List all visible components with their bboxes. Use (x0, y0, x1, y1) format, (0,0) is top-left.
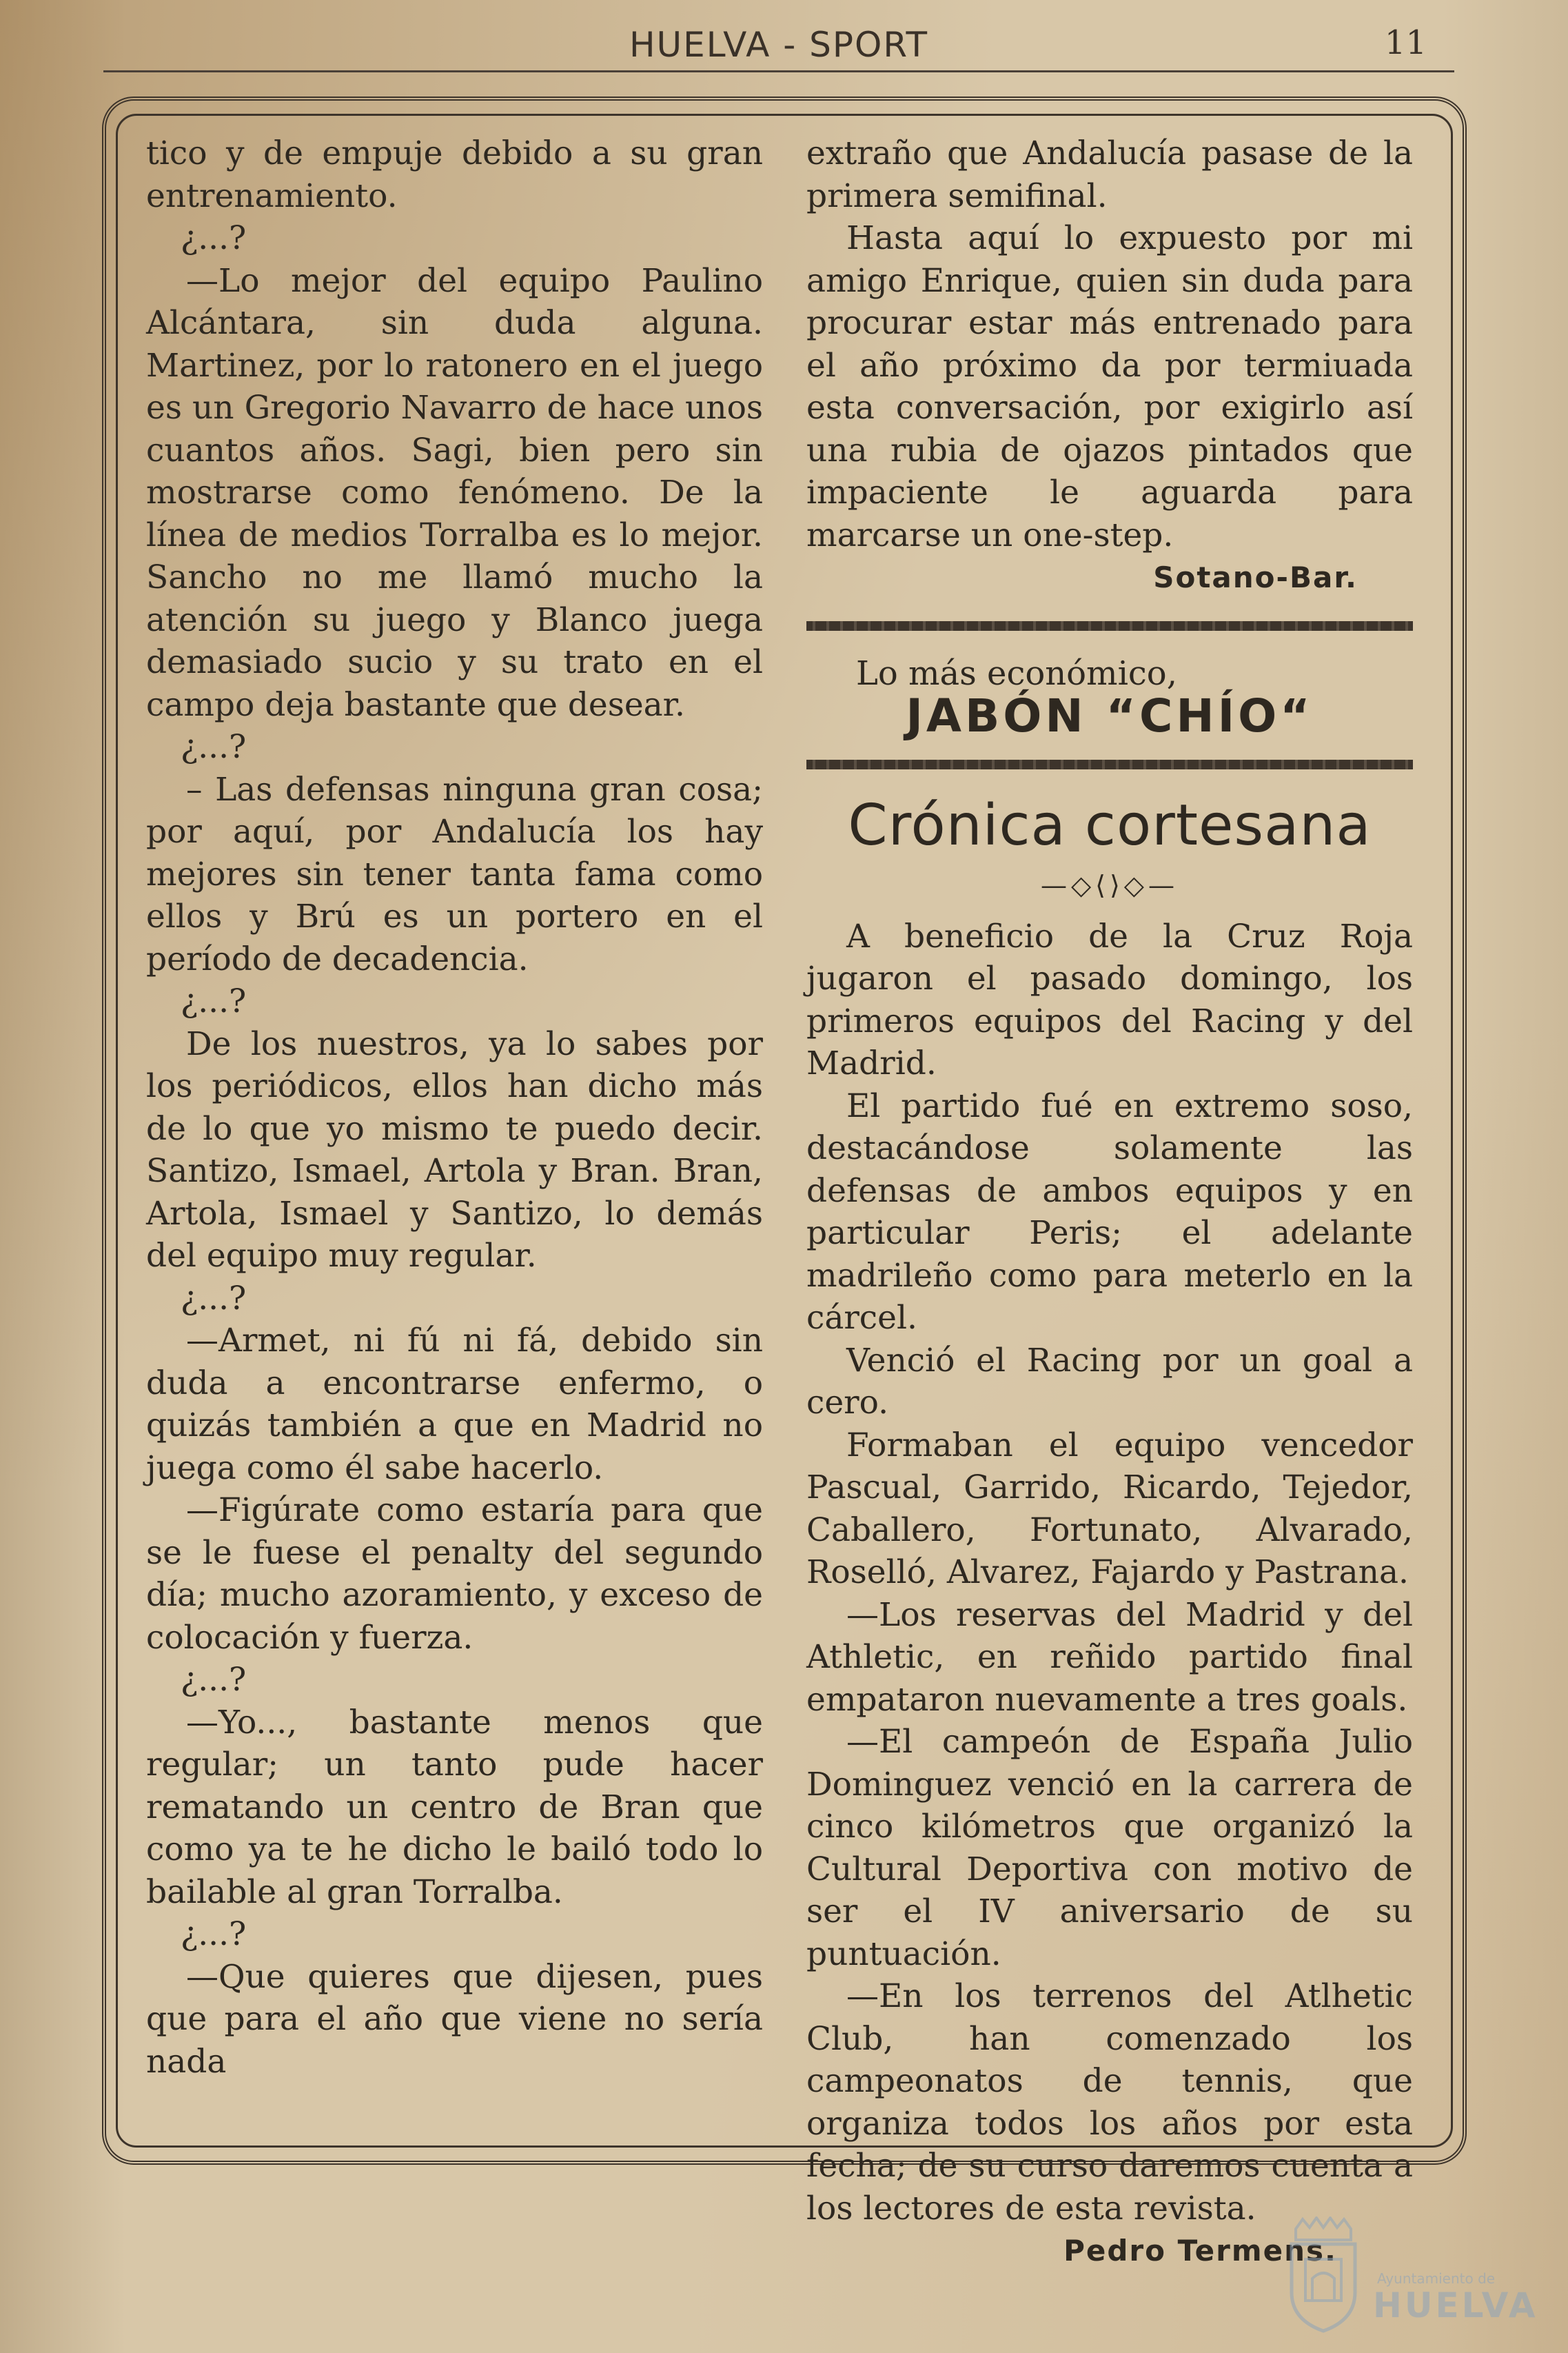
paragraph: —En los terrenos del Atlhetic Club, han comenzado los campeonatos de tennis, que organiza todos los años por esta fecha; de su curso daremos cuenta a los lectores de esta revista. (806, 1977, 1413, 2228)
paragraph: A beneficio de la Cruz Roja jugaron el pasado domingo, los primeros equipos del Racing y del Madrid. (806, 917, 1413, 1082)
ad-brand-name: JABÓN “CHÍO“ (906, 689, 1314, 743)
paragraph: Hasta aquí lo expuesto por mi amigo Enrique, quien sin duda para procurar estar más entrenado para el año próximo da por termiuada esta conversación, por exigirlo así una rubia de ojazos pintados que impaciente le aguarda para marcarse un one-step. (806, 219, 1413, 554)
right-column (806, 132, 1413, 2272)
page-number: 11 (1384, 23, 1427, 62)
city-crest-icon (1282, 2216, 1365, 2334)
paragraph: Venció el Racing por un goal a cero. (806, 1341, 1413, 1422)
watermark-stamp (1282, 2216, 1538, 2334)
paragraph: —Que quieres que dijesen, pues que para el año que viene no sería nada (146, 1957, 763, 2081)
divider-rule (806, 621, 1413, 631)
question-marker: ¿...? (181, 728, 247, 766)
left-column (146, 132, 763, 2083)
paragraph: —Figúrate como estaría para que se le fuese el penalty del segundo día; mucho azoramiento, y exceso de colocación y fuerza. (146, 1491, 763, 1657)
paragraph: —El campeón de España Julio Dominguez venció en la carrera de cinco kilómetros que organizó la Cultural Deportiva con motivo de ser el IV aniversario de su puntuación. (806, 1723, 1413, 1973)
divider-rule (806, 760, 1413, 769)
signature-pedro-termens: Pedro Termens. (1063, 2234, 1337, 2268)
section-title: Crónica cortesana (848, 792, 1372, 858)
question-marker: ¿...? (181, 1915, 247, 1953)
question-marker: ¿...? (181, 219, 247, 257)
paragraph: —Los reservas del Madrid y del Athletic, en reñido partido final empataron nuevamente a tres goals. (806, 1595, 1413, 1719)
magazine-title: HUELVA - SPORT (629, 25, 929, 65)
ad-tagline: Lo más económico, (856, 654, 1177, 693)
watermark-subtitle: Ayuntamiento de (1377, 2270, 1496, 2287)
watermark-title: HUELVA (1373, 2285, 1538, 2325)
paragraph: – Las defensas ninguna gran cosa; por aquí, por Andalucía los hay mejores sin tener tanta fama como ellos y Brú es un portero en el período de decadencia. (146, 770, 763, 978)
question-marker: ¿...? (181, 1661, 247, 1699)
paragraph: De los nuestros, ya lo sabes por los periódicos, ellos han dicho más de lo que yo mismo te puedo decir. Santizo, Ismael, Artola y Bran. Bran, Artola, Ismael y Santizo, lo demás del equipo muy regular. (146, 1024, 763, 1275)
paragraph: extraño que Andalucía pasase de la primera semifinal. (806, 134, 1413, 215)
running-header (103, 21, 1454, 72)
ornament-divider: —◇⟨⟩◇— (1040, 869, 1179, 900)
paragraph: tico y de empuje debido a su gran entrenamiento. (146, 134, 763, 215)
paragraph: El partido fué en extremo soso, destacándose solamente las defensas de ambos equipos y en particular Peris; el adelante madrileño como para meterlo en la cárcel. (806, 1087, 1413, 1337)
signature-sotano-bar: Sotano-Bar. (1153, 561, 1358, 594)
paragraph: —Yo..., bastante menos que regular; un tanto pude hacer rematando un centro de Bran que como ya te he dicho le bailó todo lo bailable al gran Torralba. (146, 1703, 763, 1911)
question-marker: ¿...? (181, 982, 247, 1020)
question-marker: ¿...? (181, 1279, 247, 1317)
paragraph: Formaban el equipo vencedor Pascual, Garrido, Ricardo, Tejedor, Caballero, Fortunato, Alvarado, Roselló, Alvarez, Fajardo y Pastrana. (806, 1426, 1413, 1591)
paragraph: —Lo mejor del equipo Paulino Alcántara, sin duda alguna. Martinez, por lo ratonero en el juego es un Gregorio Navarro de hace unos cuantos años. Sagi, bien pero sin mostrarse como fenómeno. De la línea de medios Torralba es lo mejor. Sancho no me llamó mucho la atención su juego y Blanco juega demasiado sucio y su trato en el campo deja bastante que desear. (146, 261, 763, 724)
paragraph: —Armet, ni fú ni fá, debido sin duda a encontrarse enfermo, o quizás también a que en Madrid no juega como él sabe hacerlo. (146, 1322, 763, 1487)
